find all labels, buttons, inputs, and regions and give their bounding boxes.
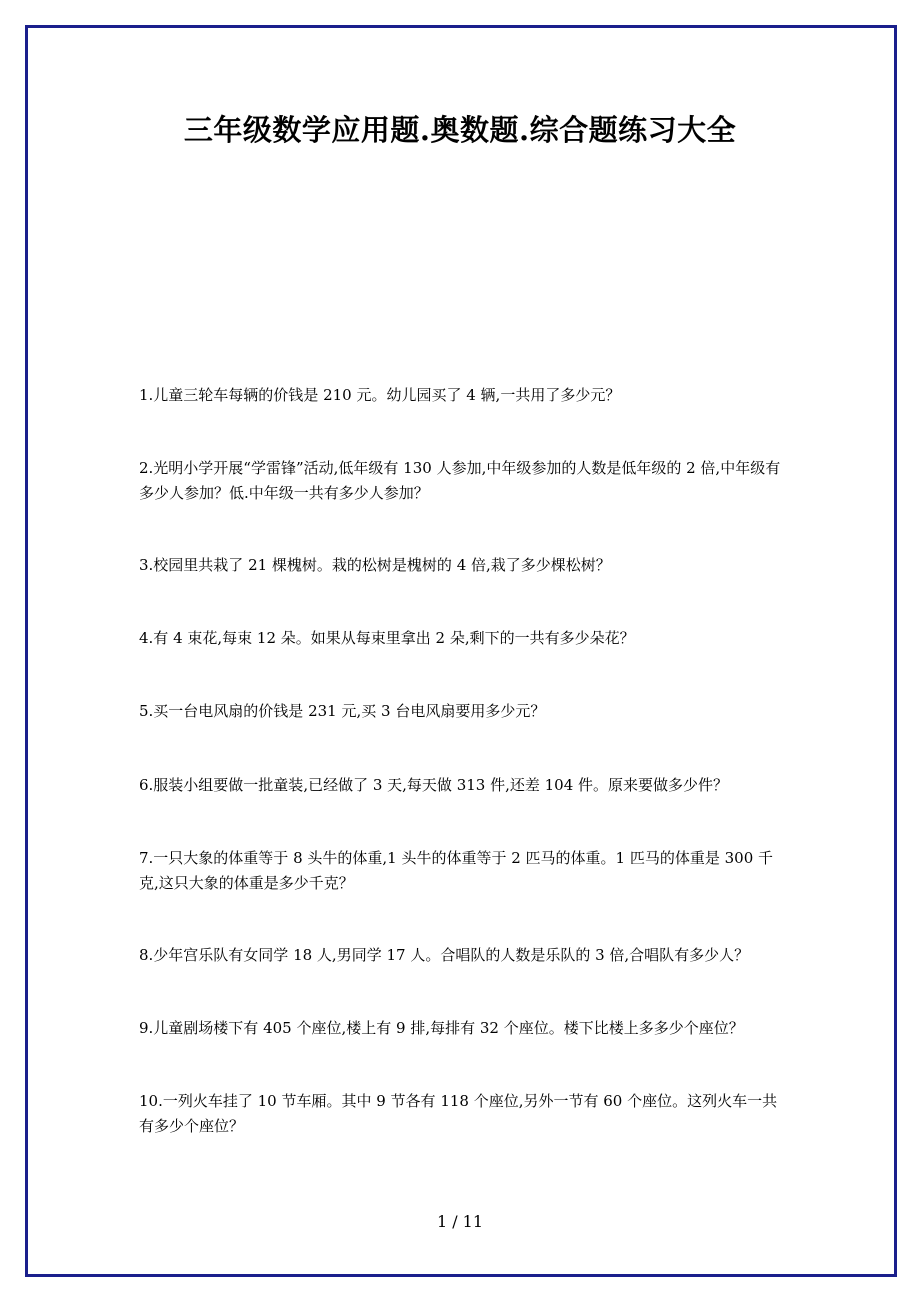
question-5: 5.买一台电风扇的价钱是 231 元,买 3 台电风扇要用多少元？ xyxy=(139,702,546,720)
question-7: 7.一只大象的体重等于 8 头牛的体重,1 头牛的体重等于 2 匹马的体重。1 匹马的体重是 300 千克,这只大象的体重是多少千克？ xyxy=(139,849,774,892)
question-3: 3.校园里共栽了 21 棵槐树。栽的松树是槐树的 4 倍,栽了多少棵松树？ xyxy=(139,556,611,574)
question-4: 4.有 4 束花,每束 12 朵。如果从每束里拿出 2 朵,剩下的一共有多少朵花？ xyxy=(139,629,635,647)
page-number: 1 / 11 xyxy=(436,1212,484,1231)
question-8: 8.少年宫乐队有女同学 18 人,男同学 17 人。合唱队的人数是乐队的 3 倍,合唱队有多少人？ xyxy=(139,946,750,964)
question-6: 6.服装小组要做一批童装,已经做了 3 天,每天做 313 件,还差 104 件。原来要做多少件？ xyxy=(139,776,729,794)
question-9: 9.儿童剧场楼下有 405 个座位,楼上有 9 排,每排有 32 个座位。楼下比楼上多多少个座位？ xyxy=(139,1019,744,1037)
document-title: 三年级数学应用题.奥数题.综合题练习大全 xyxy=(183,113,737,147)
question-2: 2.光明小学开展“学雷锋”活动,低年级有 130 人参加,中年级参加的人数是低年级的 2 倍,中年级有多少人参加？低.中年级一共有多少人参加？ xyxy=(139,459,781,502)
question-1: 1.儿童三轮车每辆的价钱是 210 元。幼儿园买了 4 辆,一共用了多少元？ xyxy=(139,386,621,404)
question-10: 10.一列火车挂了 10 节车厢。其中 9 节各有 118 个座位,另外一节有 60 个座位。这列火车一共有多少个座位？ xyxy=(139,1092,778,1135)
